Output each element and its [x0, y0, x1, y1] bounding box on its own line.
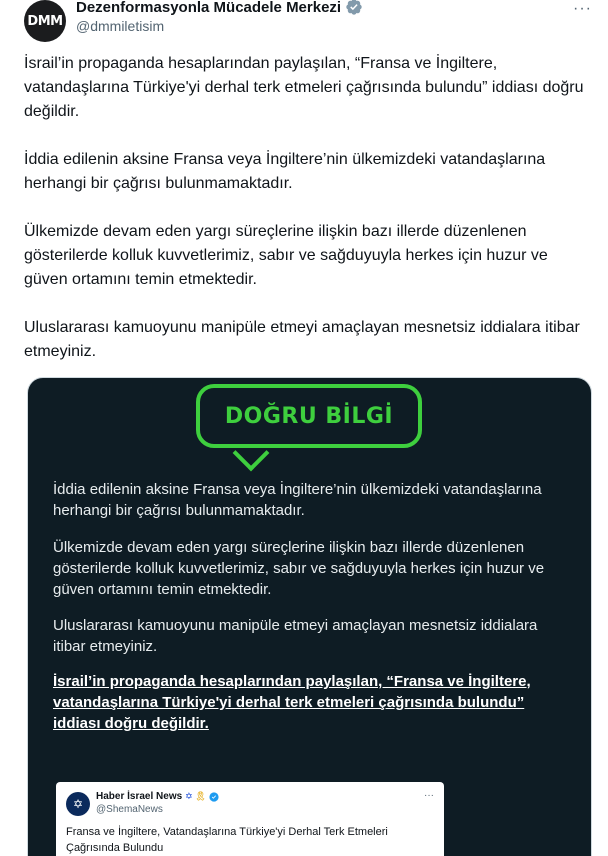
- author-row: [76, 0, 363, 16]
- israel-flag-icon: ✡: [185, 791, 193, 801]
- tweet-paragraph: İddia edilenin aksine Fransa veya İngiltere’nin ülkemizdeki vatandaşlarına herhangi bir çağrısı bulunmamaktadır.: [24, 151, 546, 192]
- embedded-author-row: [96, 791, 219, 802]
- badge-label: DOĞRU BİLGİ: [224, 403, 394, 429]
- media-paragraph: İddia edilenin aksine Fransa veya İngiltere’nin ülkemizdeki vatandaşlarına herhangi bir çağrısı bulunmamaktadır.: [53, 481, 542, 519]
- embedded-more-icon: ···: [424, 790, 434, 801]
- tweet-paragraph: Ülkemizde devam eden yargı süreçlerine ilişkin bazı illerde düzenlenen gösterilerde kolluk kuvvetlerimiz, sabır ve sağduyuyla herkes için huzur ve güven ortamını temin etmektedir.: [24, 223, 548, 288]
- tweet-text: [24, 52, 594, 388]
- tweet-media-image[interactable]: [27, 377, 592, 856]
- embedded-tweet-card: [56, 782, 444, 856]
- media-highlight-text: İsrail’in propaganda hesaplarından paylaşılan, “Fransa ve İngiltere, vatandaşlarına Türkiye'yi derhal terk etmeleri çağrısında bulundu” iddiası doğru değildir.: [53, 673, 531, 732]
- embedded-display-name: Haber İsrael News: [96, 791, 183, 802]
- tweet-paragraph: Uluslararası kamuoyunu manipüle etmeyi amaçlayan mesnetsiz iddialara itibar etmeyiniz.: [24, 319, 580, 360]
- media-paragraph: Uluslararası kamuoyunu manipüle etmeyi amaçlayan mesnetsiz iddialara itibar etmeyiniz.: [53, 617, 538, 655]
- embedded-handle: @ShemaNews: [96, 804, 163, 815]
- dogru-bilgi-badge: [196, 384, 422, 474]
- tweet-paragraph: İsrail’in propaganda hesaplarından paylaşılan, “Fransa ve İngiltere, vatandaşlarına Türkiye'yi derhal terk etmeleri çağrısında bulundu” iddiası doğru değildir.: [24, 55, 584, 120]
- tweet-header: [0, 0, 608, 42]
- author-handle[interactable]: @dmmiletisim: [76, 18, 165, 34]
- embedded-verified-icon: [209, 792, 219, 802]
- verified-badge-icon: [345, 0, 363, 16]
- embedded-tweet-text: Fransa ve İngiltere, Vatandaşlarına Türkiye'yi Derhal Terk Etmeleri Çağrısında Bulundu: [66, 826, 388, 854]
- display-name[interactable]: Dezenformasyonla Mücadele Merkezi: [76, 0, 342, 16]
- speech-bubble: [196, 384, 422, 448]
- embedded-avatar-icon: ✡: [66, 792, 90, 816]
- more-options-icon[interactable]: ···: [573, 0, 592, 17]
- ribbon-icon: 🎗: [194, 791, 207, 801]
- media-paragraph: Ülkemizde devam eden yargı süreçlerine ilişkin bazı illerde düzenlenen gösterilerde kolluk kuvvetlerimiz, sabır ve sağduyuyla herkes için huzur ve güven ortamını temin etmektedir.: [53, 539, 545, 598]
- avatar[interactable]: DMM: [24, 0, 66, 42]
